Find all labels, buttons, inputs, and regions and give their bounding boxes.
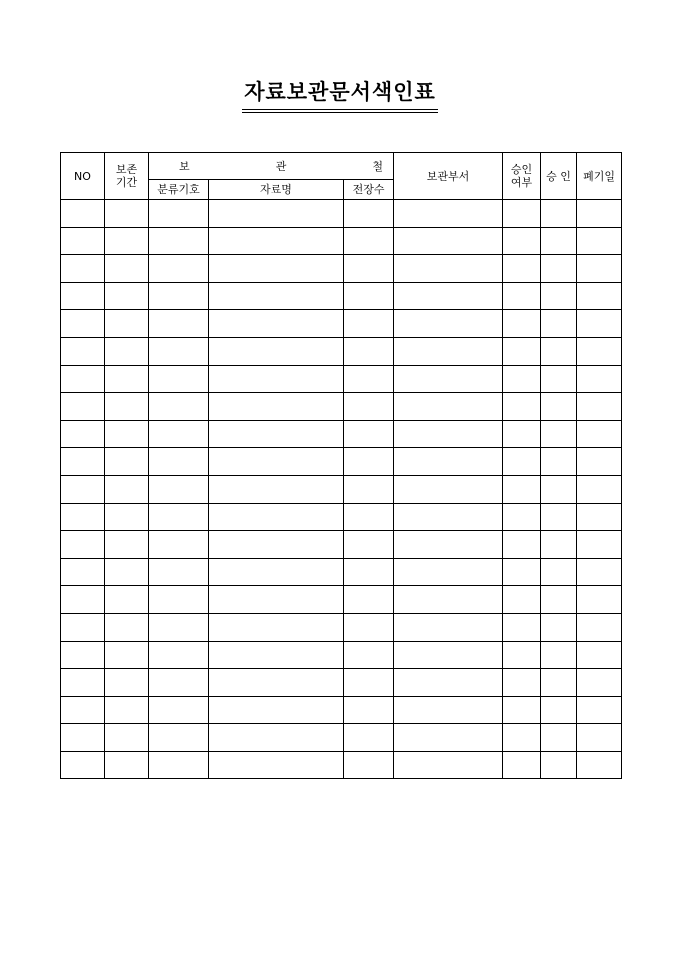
cell-page-count[interactable] [344, 669, 394, 697]
cell-approved-status[interactable] [503, 696, 541, 724]
cell-approved-status[interactable] [503, 393, 541, 421]
cell-no[interactable] [61, 337, 105, 365]
cell-disposal-date[interactable] [577, 420, 622, 448]
cell-approval[interactable] [541, 365, 577, 393]
cell-custody-dept[interactable] [394, 669, 503, 697]
cell-no[interactable] [61, 531, 105, 559]
table-row [61, 448, 622, 476]
cell-approved-status[interactable] [503, 558, 541, 586]
cell-retention-period[interactable] [105, 558, 149, 586]
cell-approval[interactable] [541, 337, 577, 365]
table-row [61, 586, 622, 614]
cell-disposal-date[interactable] [577, 613, 622, 641]
cell-approved-status[interactable] [503, 751, 541, 779]
cell-custody-dept[interactable] [394, 255, 503, 283]
cell-retention-period[interactable] [105, 696, 149, 724]
cell-document-name[interactable] [209, 613, 344, 641]
cell-classification-code[interactable] [149, 503, 209, 531]
cell-custody-dept[interactable] [394, 393, 503, 421]
cell-custody-dept[interactable] [394, 586, 503, 614]
cell-no[interactable] [61, 641, 105, 669]
cell-no[interactable] [61, 282, 105, 310]
table-row [61, 255, 622, 283]
table-row [61, 310, 622, 338]
cell-classification-code[interactable] [149, 586, 209, 614]
table-row [61, 227, 622, 255]
cell-no[interactable] [61, 558, 105, 586]
cell-custody-dept[interactable] [394, 724, 503, 752]
cell-document-name[interactable] [209, 227, 344, 255]
cell-approval[interactable] [541, 200, 577, 228]
cell-custody-dept[interactable] [394, 227, 503, 255]
cell-document-name[interactable] [209, 448, 344, 476]
cell-approval[interactable] [541, 420, 577, 448]
cell-disposal-date[interactable] [577, 751, 622, 779]
header-approval: 승 인 [541, 153, 577, 200]
cell-classification-code[interactable] [149, 531, 209, 559]
cell-disposal-date[interactable] [577, 641, 622, 669]
cell-document-name[interactable] [209, 200, 344, 228]
cell-document-name[interactable] [209, 751, 344, 779]
table-row [61, 365, 622, 393]
cell-approval[interactable] [541, 641, 577, 669]
cell-classification-code[interactable] [149, 724, 209, 752]
cell-approval[interactable] [541, 310, 577, 338]
table-row [61, 641, 622, 669]
cell-page-count[interactable] [344, 227, 394, 255]
cell-approval[interactable] [541, 393, 577, 421]
cell-approved-status[interactable] [503, 531, 541, 559]
cell-classification-code[interactable] [149, 558, 209, 586]
header-custody-dept: 보관부서 [394, 153, 503, 200]
header-retention-line2: 기간 [115, 176, 138, 189]
title-container [0, 76, 680, 110]
header-retention-period [105, 153, 149, 200]
cell-page-count[interactable] [344, 613, 394, 641]
cell-custody-dept[interactable] [394, 420, 503, 448]
cell-approved-status[interactable] [503, 200, 541, 228]
cell-classification-code[interactable] [149, 475, 209, 503]
cell-custody-dept[interactable] [394, 641, 503, 669]
cell-disposal-date[interactable] [577, 255, 622, 283]
cell-approved-status[interactable] [503, 475, 541, 503]
header-approved-line2: 여부 [510, 176, 533, 189]
cell-disposal-date[interactable] [577, 337, 622, 365]
cell-retention-period[interactable] [105, 503, 149, 531]
cell-page-count[interactable] [344, 393, 394, 421]
cell-page-count[interactable] [344, 696, 394, 724]
cell-page-count[interactable] [344, 310, 394, 338]
cell-classification-code[interactable] [149, 282, 209, 310]
cell-no[interactable] [61, 475, 105, 503]
cell-no[interactable] [61, 255, 105, 283]
cell-approval[interactable] [541, 475, 577, 503]
cell-disposal-date[interactable] [577, 724, 622, 752]
header-no: NO [61, 153, 105, 200]
cell-retention-period[interactable] [105, 751, 149, 779]
cell-classification-code[interactable] [149, 310, 209, 338]
cell-classification-code[interactable] [149, 751, 209, 779]
cell-document-name[interactable] [209, 724, 344, 752]
cell-no[interactable] [61, 751, 105, 779]
table-row [61, 337, 622, 365]
cell-no[interactable] [61, 669, 105, 697]
cell-document-name[interactable] [209, 337, 344, 365]
cell-page-count[interactable] [344, 586, 394, 614]
header-retention-line1: 보존 [115, 163, 138, 176]
cell-approved-status[interactable] [503, 282, 541, 310]
cell-document-name[interactable] [209, 669, 344, 697]
cell-approval[interactable] [541, 724, 577, 752]
cell-approved-status[interactable] [503, 448, 541, 476]
cell-retention-period[interactable] [105, 365, 149, 393]
cell-document-name[interactable] [209, 586, 344, 614]
cell-classification-code[interactable] [149, 420, 209, 448]
table-row [61, 696, 622, 724]
cell-page-count[interactable] [344, 558, 394, 586]
cell-custody-dept[interactable] [394, 310, 503, 338]
cell-approved-status[interactable] [503, 613, 541, 641]
cell-disposal-date[interactable] [577, 310, 622, 338]
document-title: 자료보관문서색인표 [242, 76, 438, 110]
cell-disposal-date[interactable] [577, 696, 622, 724]
cell-no[interactable] [61, 420, 105, 448]
cell-custody-dept[interactable] [394, 448, 503, 476]
cell-approval[interactable] [541, 696, 577, 724]
table-row [61, 475, 622, 503]
cell-approved-status[interactable] [503, 503, 541, 531]
cell-no[interactable] [61, 586, 105, 614]
cell-custody-dept[interactable] [394, 365, 503, 393]
header-row-top [61, 153, 622, 180]
cell-disposal-date[interactable] [577, 531, 622, 559]
cell-custody-dept[interactable] [394, 751, 503, 779]
cell-page-count[interactable] [344, 448, 394, 476]
cell-page-count[interactable] [344, 420, 394, 448]
cell-approved-status[interactable] [503, 669, 541, 697]
cell-classification-code[interactable] [149, 200, 209, 228]
cell-page-count[interactable] [344, 200, 394, 228]
cell-retention-period[interactable] [105, 641, 149, 669]
cell-retention-period[interactable] [105, 393, 149, 421]
cell-classification-code[interactable] [149, 255, 209, 283]
cell-document-name[interactable] [209, 696, 344, 724]
cell-disposal-date[interactable] [577, 558, 622, 586]
table-row [61, 393, 622, 421]
cell-retention-period[interactable] [105, 586, 149, 614]
cell-page-count[interactable] [344, 255, 394, 283]
header-document-name: 자료명 [209, 180, 344, 200]
cell-custody-dept[interactable] [394, 613, 503, 641]
cell-no[interactable] [61, 365, 105, 393]
cell-approval[interactable] [541, 503, 577, 531]
cell-disposal-date[interactable] [577, 475, 622, 503]
cell-classification-code[interactable] [149, 696, 209, 724]
cell-approved-status[interactable] [503, 255, 541, 283]
cell-approval[interactable] [541, 531, 577, 559]
cell-retention-period[interactable] [105, 420, 149, 448]
header-classification-code: 분류기호 [149, 180, 209, 200]
cell-no[interactable] [61, 393, 105, 421]
table-row [61, 531, 622, 559]
header-binder-char: 보 [179, 159, 190, 173]
cell-retention-period[interactable] [105, 200, 149, 228]
cell-document-name[interactable] [209, 393, 344, 421]
cell-retention-period[interactable] [105, 255, 149, 283]
cell-approved-status[interactable] [503, 420, 541, 448]
cell-document-name[interactable] [209, 310, 344, 338]
cell-no[interactable] [61, 310, 105, 338]
cell-approval[interactable] [541, 586, 577, 614]
cell-approval[interactable] [541, 751, 577, 779]
cell-custody-dept[interactable] [394, 475, 503, 503]
cell-classification-code[interactable] [149, 227, 209, 255]
cell-no[interactable] [61, 696, 105, 724]
cell-disposal-date[interactable] [577, 227, 622, 255]
table-row [61, 420, 622, 448]
header-binder-char: 철 [372, 159, 384, 173]
cell-retention-period[interactable] [105, 475, 149, 503]
cell-page-count[interactable] [344, 751, 394, 779]
cell-classification-code[interactable] [149, 613, 209, 641]
cell-classification-code[interactable] [149, 448, 209, 476]
table-row [61, 200, 622, 228]
cell-approved-status[interactable] [503, 641, 541, 669]
table-row [61, 669, 622, 697]
cell-retention-period[interactable] [105, 282, 149, 310]
cell-custody-dept[interactable] [394, 503, 503, 531]
cell-page-count[interactable] [344, 337, 394, 365]
cell-custody-dept[interactable] [394, 200, 503, 228]
cell-disposal-date[interactable] [577, 586, 622, 614]
header-page-count: 전장수 [344, 180, 394, 200]
cell-document-name[interactable] [209, 475, 344, 503]
cell-document-name[interactable] [209, 558, 344, 586]
cell-custody-dept[interactable] [394, 531, 503, 559]
cell-disposal-date[interactable] [577, 393, 622, 421]
cell-disposal-date[interactable] [577, 200, 622, 228]
cell-approved-status[interactable] [503, 724, 541, 752]
cell-document-name[interactable] [209, 282, 344, 310]
header-approved-status [503, 153, 541, 200]
cell-retention-period[interactable] [105, 613, 149, 641]
table-row [61, 282, 622, 310]
cell-approved-status[interactable] [503, 227, 541, 255]
cell-retention-period[interactable] [105, 669, 149, 697]
table-row [61, 613, 622, 641]
cell-classification-code[interactable] [149, 337, 209, 365]
cell-retention-period[interactable] [105, 337, 149, 365]
cell-approved-status[interactable] [503, 586, 541, 614]
cell-approved-status[interactable] [503, 337, 541, 365]
cell-disposal-date[interactable] [577, 448, 622, 476]
cell-retention-period[interactable] [105, 227, 149, 255]
cell-page-count[interactable] [344, 365, 394, 393]
cell-retention-period[interactable] [105, 448, 149, 476]
cell-no[interactable] [61, 200, 105, 228]
table-row [61, 558, 622, 586]
cell-document-name[interactable] [209, 255, 344, 283]
cell-classification-code[interactable] [149, 669, 209, 697]
cell-no[interactable] [61, 448, 105, 476]
cell-page-count[interactable] [344, 531, 394, 559]
cell-no[interactable] [61, 227, 105, 255]
cell-document-name[interactable] [209, 531, 344, 559]
cell-disposal-date[interactable] [577, 282, 622, 310]
cell-document-name[interactable] [209, 365, 344, 393]
header-approved-line1: 승인 [510, 163, 533, 176]
cell-classification-code[interactable] [149, 393, 209, 421]
cell-approval[interactable] [541, 282, 577, 310]
cell-custody-dept[interactable] [394, 558, 503, 586]
cell-custody-dept[interactable] [394, 337, 503, 365]
cell-custody-dept[interactable] [394, 696, 503, 724]
cell-document-name[interactable] [209, 503, 344, 531]
cell-approved-status[interactable] [503, 365, 541, 393]
cell-approval[interactable] [541, 669, 577, 697]
cell-custody-dept[interactable] [394, 282, 503, 310]
cell-disposal-date[interactable] [577, 365, 622, 393]
cell-approval[interactable] [541, 255, 577, 283]
cell-disposal-date[interactable] [577, 669, 622, 697]
table-row [61, 724, 622, 752]
table-row [61, 503, 622, 531]
cell-page-count[interactable] [344, 282, 394, 310]
cell-classification-code[interactable] [149, 641, 209, 669]
cell-page-count[interactable] [344, 724, 394, 752]
index-table [60, 152, 622, 779]
cell-retention-period[interactable] [105, 310, 149, 338]
cell-retention-period[interactable] [105, 531, 149, 559]
cell-page-count[interactable] [344, 641, 394, 669]
header-disposal-date: 폐기일 [577, 153, 622, 200]
cell-classification-code[interactable] [149, 365, 209, 393]
cell-approval[interactable] [541, 558, 577, 586]
cell-page-count[interactable] [344, 475, 394, 503]
cell-no[interactable] [61, 503, 105, 531]
cell-approved-status[interactable] [503, 310, 541, 338]
cell-approval[interactable] [541, 613, 577, 641]
table-body [61, 200, 622, 779]
cell-no[interactable] [61, 613, 105, 641]
cell-page-count[interactable] [344, 503, 394, 531]
cell-no[interactable] [61, 724, 105, 752]
cell-approval[interactable] [541, 448, 577, 476]
cell-disposal-date[interactable] [577, 503, 622, 531]
header-binder-group [149, 153, 394, 180]
header-binder-char: 관 [275, 159, 287, 173]
cell-approval[interactable] [541, 227, 577, 255]
cell-retention-period[interactable] [105, 724, 149, 752]
cell-document-name[interactable] [209, 641, 344, 669]
cell-document-name[interactable] [209, 420, 344, 448]
table-row [61, 751, 622, 779]
